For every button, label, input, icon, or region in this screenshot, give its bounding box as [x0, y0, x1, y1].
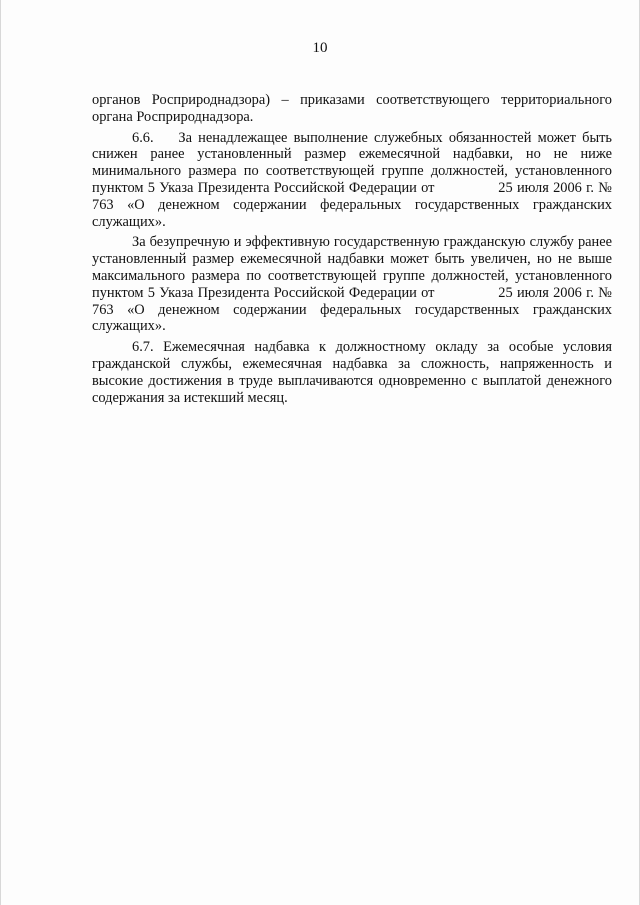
- paragraph-continuation: органов Росприроднадзора) – приказами соответствующего территориального органа Росприроднадзора.: [92, 92, 612, 125]
- paragraph-exemplary-service: За безупречную и эффективную государственную гражданскую службу ранее установленный размер ежемесячной надбавки может быть увеличен, но не выше максимального размера по соответствующей группе должностей, установленного пунктом 5 Указа Президента Российской Федерации от 25 июля 2006 г. № 763 «О денежном содержании федеральных государственных гражданских служащих».: [92, 234, 612, 335]
- page-number: 10: [312, 40, 328, 56]
- paragraph-6-7: 6.7. Ежемесячная надбавка к должностному окладу за особые условия гражданской службы, ежемесячная надбавка за сложность, напряженность и высокие достижения в труде выплачиваются одновременно с выплатой денежного содержания за истекший месяц.: [92, 339, 612, 406]
- document-body: [92, 92, 612, 406]
- paragraph-6-6: 6.6. За ненадлежащее выполнение служебных обязанностей может быть снижен ранее установленный размер ежемесячной надбавки, но не ниже минимального размера по соответствующей группе должностей, установленного пунктом 5 Указа Президента Российской Федерации от 25 июля 2006 г. № 763 «О денежном содержании федеральных государственных гражданских служащих».: [92, 129, 612, 230]
